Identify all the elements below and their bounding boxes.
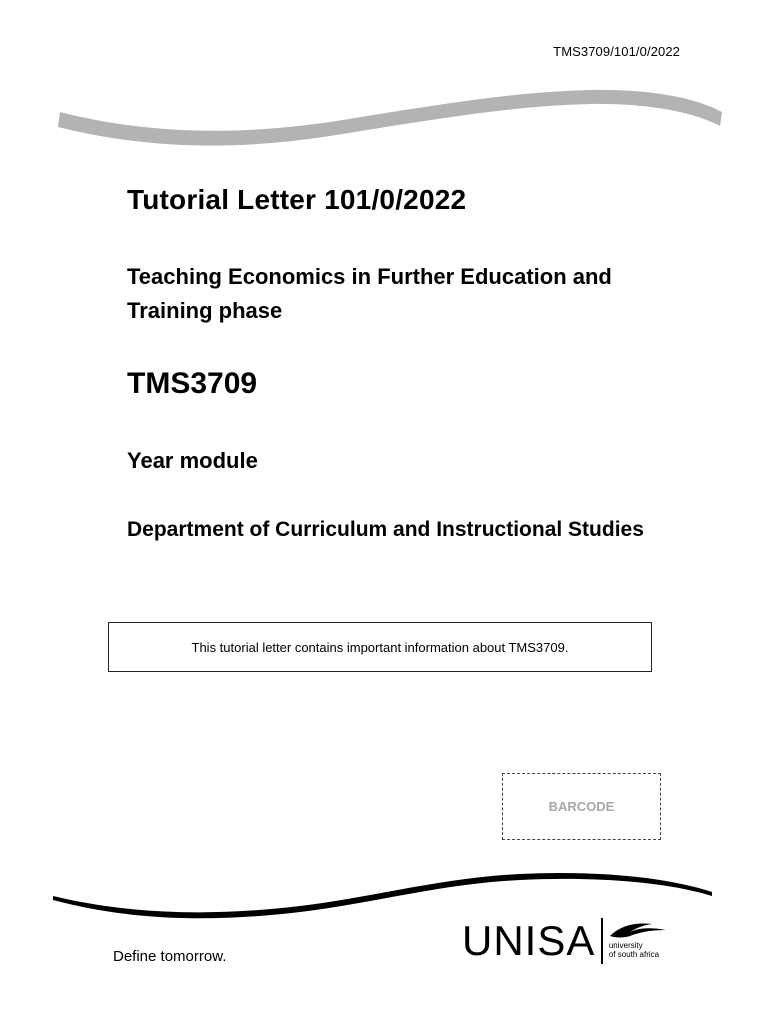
module-name: Teaching Economics in Further Education and Training phase bbox=[127, 264, 612, 323]
document-code: TMS3709/101/0/2022 bbox=[553, 44, 680, 59]
tagline: Define tomorrow. bbox=[113, 948, 227, 965]
module-type: Year module bbox=[127, 448, 258, 473]
tutorial-letter-title: Tutorial Letter 101/0/2022 bbox=[127, 184, 467, 215]
logo-sub-line2: of south africa bbox=[608, 950, 660, 959]
logo-sub-line1: university bbox=[608, 941, 643, 950]
info-box-text: This tutorial letter contains important information about TMS3709. bbox=[191, 639, 569, 655]
logo-divider bbox=[601, 918, 603, 964]
barcode-label: BARCODE bbox=[548, 799, 615, 814]
logo-wordmark: UNISA bbox=[462, 917, 596, 964]
department-name: Department of Curriculum and Instructional Studies bbox=[127, 518, 644, 541]
logo-emblem bbox=[608, 918, 670, 964]
unisa-logo bbox=[462, 918, 670, 964]
bird-icon bbox=[608, 920, 668, 940]
module-code: TMS3709 bbox=[127, 367, 258, 400]
